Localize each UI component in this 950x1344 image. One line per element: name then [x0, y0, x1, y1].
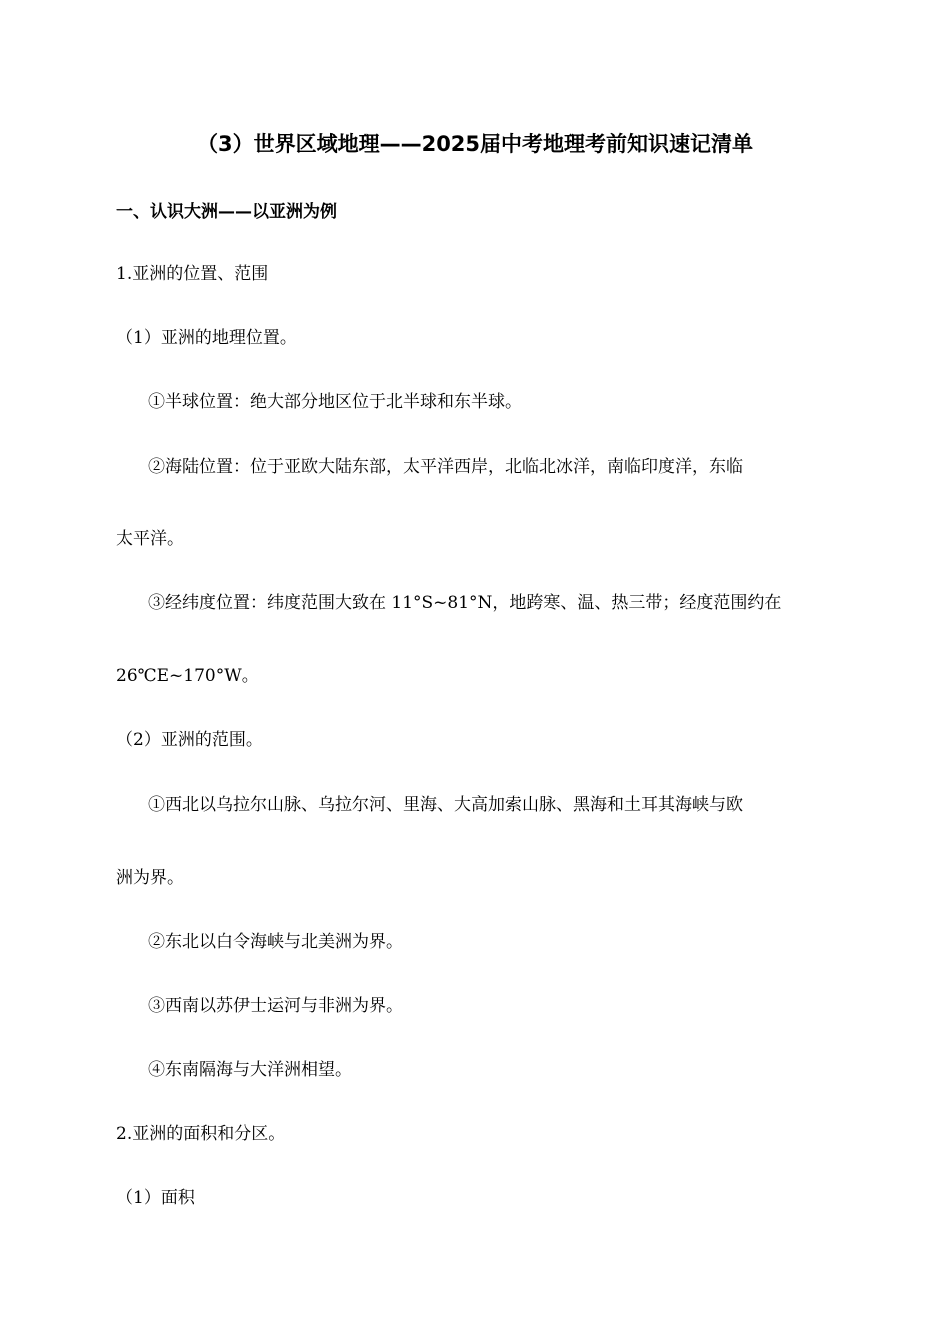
sub-heading: （2）亚洲的范围。 — [116, 730, 263, 750]
paragraph-line: ④东南隔海与大洋洲相望。 — [148, 1060, 352, 1080]
document-title: （3）世界区域地理——2025届中考地理考前知识速记清单 — [196, 132, 754, 156]
item-heading: 1.亚洲的位置、范围 — [116, 264, 269, 284]
section-heading: 一、认识大洲——以亚洲为例 — [116, 202, 337, 222]
paragraph-line: 洲为界。 — [116, 868, 184, 888]
paragraph-line: ③经纬度位置：纬度范围大致在 11°S~81°N，地跨寒、温、热三带；经度范围约在 — [148, 593, 782, 613]
paragraph-line: ①西北以乌拉尔山脉、乌拉尔河、里海、大高加索山脉、黑海和土耳其海峡与欧 — [148, 795, 743, 815]
paragraph-line: ③西南以苏伊士运河与非洲为界。 — [148, 996, 403, 1016]
item-heading: 2.亚洲的面积和分区。 — [116, 1124, 286, 1144]
paragraph-line: 太平洋。 — [116, 529, 184, 549]
sub-heading: （1）亚洲的地理位置。 — [116, 328, 297, 348]
paragraph-line: ②东北以白令海峡与北美洲为界。 — [148, 932, 403, 952]
sub-heading: （1）面积 — [116, 1188, 195, 1208]
paragraph-line: ①半球位置：绝大部分地区位于北半球和东半球。 — [148, 392, 522, 412]
paragraph-line: 26℃E~170°W。 — [116, 666, 259, 686]
paragraph-line: ②海陆位置：位于亚欧大陆东部，太平洋西岸，北临北冰洋，南临印度洋，东临 — [148, 457, 743, 477]
